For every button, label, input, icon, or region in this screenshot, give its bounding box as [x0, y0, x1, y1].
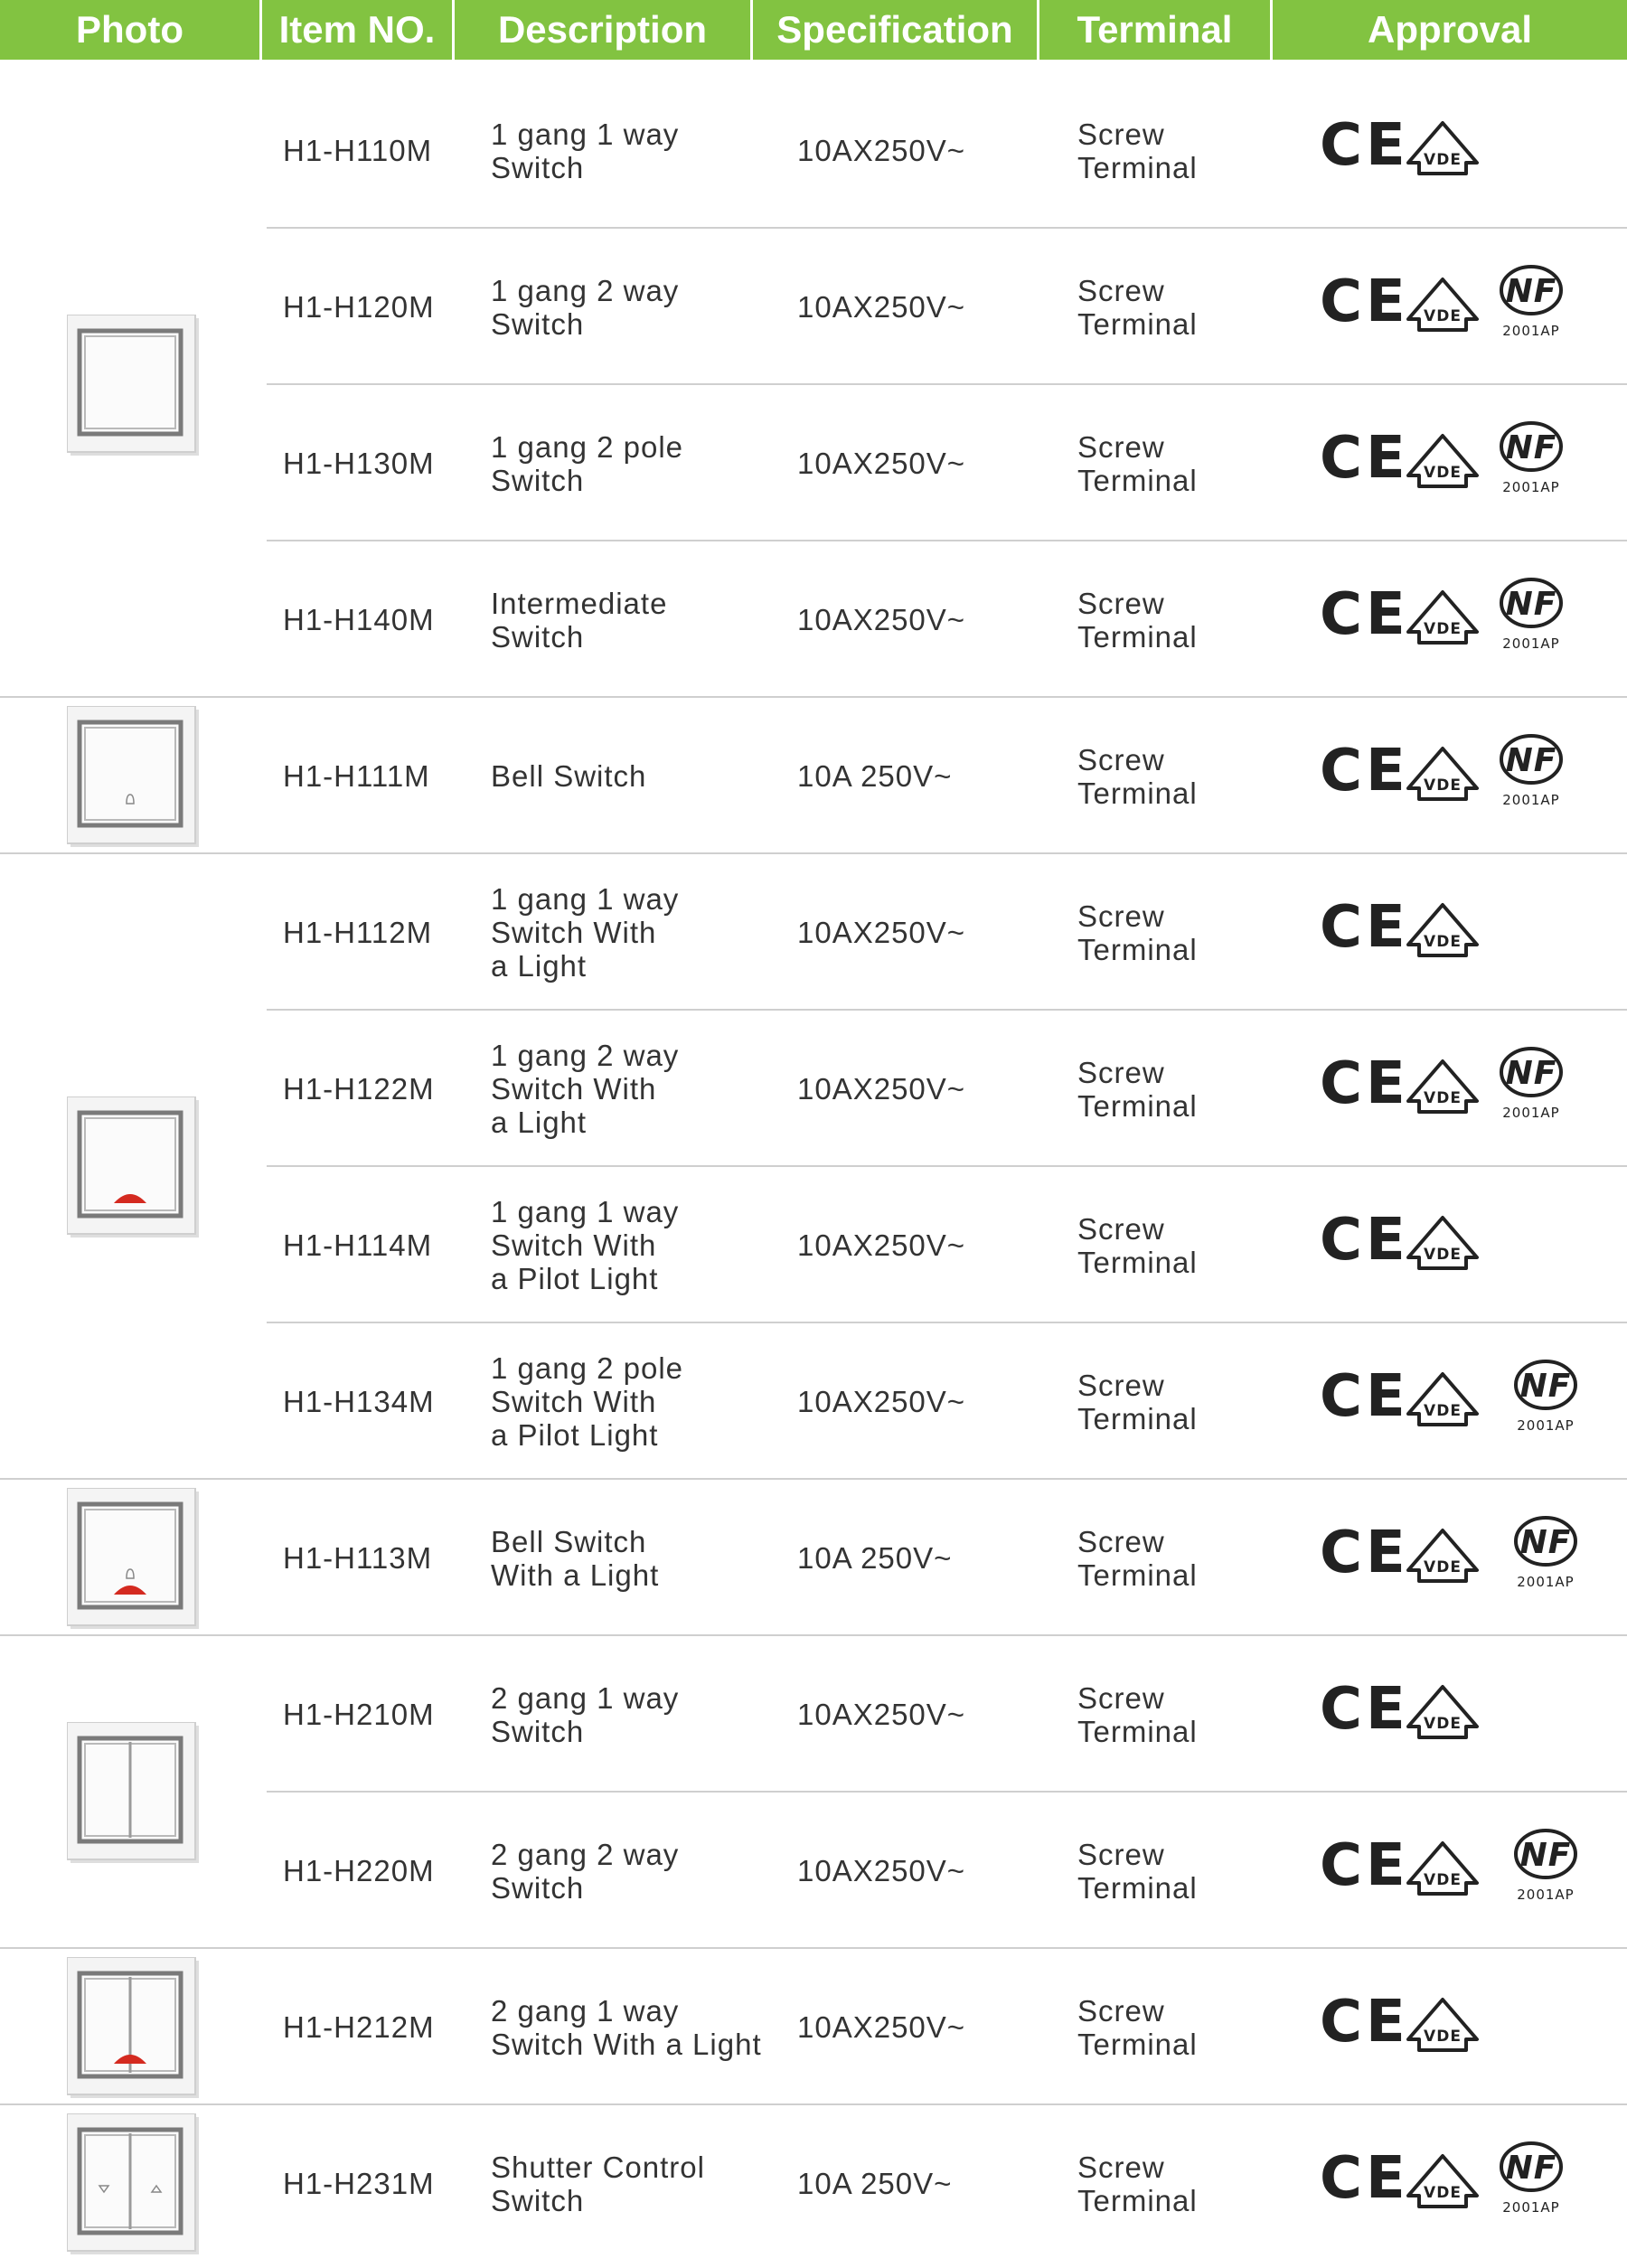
- terminal: [1077, 1636, 1276, 1793]
- approval-marks-graphic: [1320, 229, 1627, 385]
- specification-text: 10AX250V~: [797, 1385, 966, 1418]
- item-number-text: H1-H122M: [283, 1072, 435, 1106]
- table-row: [0, 2105, 1627, 2262]
- approval-marks: [1320, 1636, 1627, 1793]
- item-number-text: H1-H113M: [283, 1541, 433, 1575]
- specification-text: 10AX250V~: [797, 290, 966, 324]
- description-line: Switch With a Light: [491, 2027, 762, 2061]
- product-photo-double: [67, 1722, 202, 1871]
- ce-mark-icon: [1320, 1520, 1409, 1586]
- approval-marks: [1320, 385, 1627, 541]
- svg-text:CE: CE: [1320, 1832, 1409, 1899]
- nf-mark-icon: [1516, 1830, 1575, 1903]
- table-row: [0, 1167, 1627, 1323]
- svg-text:NF: NF: [1505, 742, 1557, 779]
- description: [491, 1949, 780, 2105]
- description-line: a Pilot Light: [491, 1262, 659, 1295]
- terminal-line: Screw: [1077, 1680, 1165, 1715]
- description-line: With a Light: [491, 1557, 660, 1592]
- terminal: [1077, 1949, 1276, 2105]
- svg-text:CE: CE: [1320, 1989, 1409, 2056]
- approval-marks-graphic: [1320, 1323, 1627, 1480]
- ce-mark-icon: [1320, 2145, 1409, 2212]
- item-number-text: H1-H212M: [283, 2010, 435, 2044]
- wall-switch-icon: [67, 1722, 202, 1867]
- header-description: Description: [452, 0, 750, 60]
- nf-mark-icon: [1501, 423, 1561, 495]
- terminal-line: Terminal: [1077, 1714, 1198, 1748]
- item-number-text: H1-H134M: [283, 1385, 435, 1418]
- description: [491, 1480, 780, 1636]
- terminal: [1077, 72, 1276, 229]
- header-terminal: Terminal: [1037, 0, 1270, 60]
- table-row: [0, 1793, 1627, 1949]
- description-line: Intermediate: [491, 586, 668, 620]
- item-number: [283, 229, 482, 385]
- wall-switch-icon: [67, 1957, 202, 2102]
- description: [491, 541, 780, 698]
- item-number-text: H1-H111M: [283, 759, 430, 793]
- specification-text: 10A 250V~: [797, 2167, 953, 2200]
- ce-mark-icon: [1320, 894, 1409, 961]
- vde-mark-icon: [1408, 1061, 1477, 1112]
- ce-mark-icon: [1320, 1832, 1409, 1899]
- nf-mark-icon: [1501, 2143, 1561, 2216]
- product-photo-shutter: [67, 2113, 202, 2263]
- specification: [797, 1011, 1050, 1167]
- svg-text:CE: CE: [1320, 1676, 1409, 1743]
- ce-mark-icon: [1320, 1363, 1409, 1430]
- svg-text:VDE: VDE: [1424, 1246, 1462, 1264]
- item-number: [283, 1167, 482, 1323]
- svg-text:CE: CE: [1320, 425, 1409, 492]
- approval-marks: [1320, 1011, 1627, 1167]
- ce-mark-icon: [1320, 1676, 1409, 1743]
- item-number: [283, 385, 482, 541]
- specification: [797, 1167, 1050, 1323]
- item-number: [283, 1323, 482, 1480]
- terminal-line: Screw: [1077, 117, 1165, 151]
- ce-mark-icon: [1320, 581, 1409, 648]
- specification: [797, 1636, 1050, 1793]
- svg-text:NF: NF: [1519, 1368, 1572, 1405]
- approval-marks-graphic: [1320, 1793, 1627, 1949]
- nf-mark-icon: [1501, 267, 1561, 339]
- approval-marks: [1320, 2105, 1627, 2262]
- specification: [797, 229, 1050, 385]
- product-photo-double-light: [67, 1957, 202, 2106]
- terminal: [1077, 385, 1276, 541]
- terminal-line: Screw: [1077, 429, 1165, 464]
- item-number: [283, 2105, 482, 2262]
- wall-switch-icon: [67, 1096, 202, 1241]
- description-line: Switch With: [491, 916, 657, 949]
- nf-approval-code: 2001AP: [1502, 792, 1560, 808]
- approval-marks-graphic: [1320, 1011, 1627, 1167]
- specification: [797, 1949, 1050, 2105]
- specification: [797, 541, 1050, 698]
- terminal: [1077, 2105, 1276, 2262]
- specification-text: 10AX250V~: [797, 1072, 966, 1106]
- item-number: [283, 1636, 482, 1793]
- ce-mark-icon: [1320, 425, 1409, 492]
- header-approval: Approval: [1270, 0, 1627, 60]
- description-line: Switch: [491, 2183, 585, 2217]
- table-row: [0, 229, 1627, 385]
- description-line: Switch: [491, 463, 585, 497]
- description: [491, 1167, 780, 1323]
- wall-switch-icon: [67, 315, 202, 459]
- nf-mark-icon: [1501, 736, 1561, 808]
- nf-approval-code: 2001AP: [1517, 1887, 1575, 1903]
- product-photo-bell: [67, 706, 202, 855]
- specification: [797, 72, 1050, 229]
- description-line: 1 gang 2 pole: [491, 1351, 684, 1385]
- specification-text: 10AX250V~: [797, 2010, 966, 2044]
- svg-text:NF: NF: [1519, 1837, 1572, 1874]
- description-line: 1 gang 1 way: [491, 882, 680, 916]
- description: [491, 385, 780, 541]
- item-number-text: H1-H220M: [283, 1854, 435, 1887]
- specification-text: 10AX250V~: [797, 603, 966, 636]
- header-photo: Photo: [76, 8, 183, 51]
- svg-text:VDE: VDE: [1424, 776, 1462, 795]
- specification-text: 10A 250V~: [797, 759, 953, 793]
- specification-text: 10AX250V~: [797, 447, 966, 480]
- svg-text:NF: NF: [1505, 429, 1557, 466]
- terminal-line: Terminal: [1077, 932, 1198, 966]
- description-line: 1 gang 2 way: [491, 1039, 680, 1072]
- nf-mark-icon: [1516, 1361, 1575, 1434]
- table-row: [0, 1949, 1627, 2105]
- svg-text:CE: CE: [1320, 581, 1409, 648]
- approval-marks: [1320, 1793, 1627, 1949]
- approval-marks: [1320, 1949, 1627, 2105]
- approval-marks: [1320, 1480, 1627, 1636]
- description-line: Shutter Control: [491, 2150, 705, 2184]
- approval-marks: [1320, 698, 1627, 854]
- nf-approval-code: 2001AP: [1502, 2199, 1560, 2216]
- item-number: [283, 698, 482, 854]
- description-line: 1 gang 2 way: [491, 273, 680, 307]
- terminal: [1077, 229, 1276, 385]
- ce-mark-icon: [1320, 112, 1409, 179]
- svg-text:VDE: VDE: [1424, 2184, 1462, 2202]
- svg-text:CE: CE: [1320, 1363, 1409, 1430]
- table-header: [0, 0, 1627, 60]
- description: [491, 1793, 780, 1949]
- approval-marks-graphic: [1320, 1480, 1627, 1636]
- specification: [797, 1480, 1050, 1636]
- terminal-line: Screw: [1077, 899, 1165, 933]
- item-number-text: H1-H112M: [283, 916, 433, 949]
- vde-mark-icon: [1408, 123, 1477, 174]
- description-line: Bell Switch: [491, 1524, 647, 1558]
- terminal-line: Screw: [1077, 1837, 1165, 1871]
- svg-text:CE: CE: [1320, 738, 1409, 805]
- specification-text: 10AX250V~: [797, 1698, 966, 1731]
- description-line: 1 gang 1 way: [491, 1195, 680, 1228]
- description-line: Switch: [491, 619, 585, 654]
- svg-text:NF: NF: [1505, 2150, 1557, 2187]
- terminal-line: Screw: [1077, 1524, 1165, 1558]
- vde-mark-icon: [1408, 592, 1477, 643]
- terminal: [1077, 541, 1276, 698]
- vde-mark-icon: [1408, 1530, 1477, 1581]
- description-line: Switch With: [491, 1385, 657, 1418]
- nf-approval-code: 2001AP: [1502, 479, 1560, 495]
- table-row: [0, 1323, 1627, 1480]
- nf-approval-code: 2001AP: [1502, 1105, 1560, 1121]
- item-number-text: H1-H231M: [283, 2167, 435, 2200]
- terminal: [1077, 854, 1276, 1011]
- description-line: Switch: [491, 1714, 585, 1748]
- vde-mark-icon: [1408, 1218, 1477, 1268]
- svg-text:VDE: VDE: [1424, 307, 1462, 325]
- description: [491, 2105, 780, 2262]
- product-photo-single-light: [67, 1096, 202, 1246]
- description: [491, 229, 780, 385]
- item-number-text: H1-H140M: [283, 603, 435, 636]
- terminal-line: Terminal: [1077, 1557, 1198, 1592]
- header-specification: Specification: [750, 0, 1037, 60]
- description: [491, 1011, 780, 1167]
- specification-text: 10AX250V~: [797, 134, 966, 167]
- terminal: [1077, 1167, 1276, 1323]
- svg-text:VDE: VDE: [1424, 2028, 1462, 2046]
- approval-marks-graphic: [1320, 541, 1627, 698]
- approval-marks: [1320, 1323, 1627, 1480]
- description: [491, 1323, 780, 1480]
- item-number: [283, 72, 482, 229]
- ce-mark-icon: [1320, 1050, 1409, 1117]
- terminal-line: Screw: [1077, 273, 1165, 307]
- approval-marks-graphic: [1320, 2105, 1627, 2262]
- table-row: [0, 1011, 1627, 1167]
- terminal-line: Terminal: [1077, 1245, 1198, 1279]
- table-row: [0, 1636, 1627, 1793]
- vde-mark-icon: [1408, 436, 1477, 486]
- ce-mark-icon: [1320, 1207, 1409, 1274]
- terminal-line: Terminal: [1077, 619, 1198, 654]
- vde-mark-icon: [1408, 279, 1477, 330]
- description-line: Switch: [491, 150, 585, 184]
- specification: [797, 385, 1050, 541]
- nf-approval-code: 2001AP: [1517, 1417, 1575, 1434]
- table-row: [0, 854, 1627, 1011]
- product-photo-single: [67, 315, 202, 464]
- terminal: [1077, 1793, 1276, 1949]
- item-number: [283, 1949, 482, 2105]
- description: [491, 854, 780, 1011]
- item-number: [283, 1480, 482, 1636]
- terminal-line: Terminal: [1077, 1870, 1198, 1905]
- svg-text:VDE: VDE: [1424, 151, 1462, 169]
- description-line: Switch With: [491, 1072, 657, 1106]
- specification-text: 10AX250V~: [797, 1228, 966, 1262]
- wall-switch-icon: [67, 2113, 202, 2258]
- nf-approval-code: 2001AP: [1502, 323, 1560, 339]
- terminal-line: Screw: [1077, 1211, 1165, 1246]
- nf-approval-code: 2001AP: [1502, 635, 1560, 652]
- approval-marks: [1320, 854, 1627, 1011]
- specification-text: 10AX250V~: [797, 916, 966, 949]
- vde-mark-icon: [1408, 1843, 1477, 1894]
- svg-text:VDE: VDE: [1424, 1715, 1462, 1733]
- svg-text:CE: CE: [1320, 268, 1409, 335]
- svg-text:NF: NF: [1505, 273, 1557, 310]
- svg-text:VDE: VDE: [1424, 1402, 1462, 1420]
- table-row: [0, 72, 1627, 229]
- ce-mark-icon: [1320, 738, 1409, 805]
- svg-text:VDE: VDE: [1424, 1089, 1462, 1107]
- specification-text: 10AX250V~: [797, 1854, 966, 1887]
- terminal-line: Terminal: [1077, 1401, 1198, 1435]
- terminal-line: Terminal: [1077, 776, 1198, 810]
- description-line: 2 gang 1 way: [491, 1993, 680, 2028]
- terminal-line: Screw: [1077, 2150, 1165, 2184]
- description-line: a Light: [491, 1106, 588, 1139]
- description-line: 1 gang 1 way: [491, 117, 680, 151]
- approval-marks-graphic: [1320, 698, 1627, 854]
- terminal-line: Terminal: [1077, 306, 1198, 341]
- terminal-line: Screw: [1077, 1055, 1165, 1089]
- item-number: [283, 541, 482, 698]
- terminal-line: Terminal: [1077, 1088, 1198, 1123]
- item-number-text: H1-H120M: [283, 290, 435, 324]
- svg-text:CE: CE: [1320, 894, 1409, 961]
- table-row: [0, 541, 1627, 698]
- svg-text:NF: NF: [1505, 586, 1557, 623]
- specification: [797, 1323, 1050, 1480]
- vde-mark-icon: [1408, 905, 1477, 955]
- terminal-line: Screw: [1077, 1368, 1165, 1402]
- svg-text:VDE: VDE: [1424, 464, 1462, 482]
- svg-text:CE: CE: [1320, 112, 1409, 179]
- nf-approval-code: 2001AP: [1517, 1574, 1575, 1590]
- terminal: [1077, 1323, 1276, 1480]
- terminal: [1077, 1011, 1276, 1167]
- item-number: [283, 854, 482, 1011]
- terminal-line: Terminal: [1077, 463, 1198, 497]
- terminal-line: Screw: [1077, 742, 1165, 776]
- item-number: [283, 1793, 482, 1949]
- terminal-line: Terminal: [1077, 2027, 1198, 2061]
- ce-mark-icon: [1320, 1989, 1409, 2056]
- svg-text:CE: CE: [1320, 1207, 1409, 1274]
- wall-switch-icon: [67, 1488, 202, 1633]
- terminal-line: Screw: [1077, 1993, 1165, 2028]
- approval-marks: [1320, 72, 1627, 229]
- approval-marks-graphic: [1320, 72, 1627, 229]
- vde-mark-icon: [1408, 2000, 1477, 2050]
- item-number-text: H1-H110M: [283, 134, 433, 167]
- description-line: a Pilot Light: [491, 1418, 659, 1452]
- description-line: Switch: [491, 306, 585, 341]
- specification-text: 10A 250V~: [797, 1541, 953, 1575]
- svg-text:NF: NF: [1519, 1524, 1572, 1561]
- description-line: Switch With: [491, 1228, 657, 1262]
- nf-mark-icon: [1501, 579, 1561, 652]
- item-number: [283, 1011, 482, 1167]
- table-row: [0, 385, 1627, 541]
- terminal-line: Screw: [1077, 586, 1165, 620]
- approval-marks: [1320, 1167, 1627, 1323]
- svg-text:NF: NF: [1505, 1055, 1557, 1092]
- item-number-text: H1-H130M: [283, 447, 435, 480]
- description: [491, 698, 780, 854]
- product-photo-bell-light: [67, 1488, 202, 1637]
- svg-text:VDE: VDE: [1424, 1871, 1462, 1889]
- vde-mark-icon: [1408, 2156, 1477, 2207]
- approval-marks: [1320, 229, 1627, 385]
- terminal: [1077, 1480, 1276, 1636]
- svg-text:CE: CE: [1320, 2145, 1409, 2212]
- description-line: 2 gang 1 way: [491, 1680, 680, 1715]
- nf-mark-icon: [1501, 1049, 1561, 1121]
- specification: [797, 1793, 1050, 1949]
- vde-mark-icon: [1408, 1687, 1477, 1737]
- item-number-text: H1-H114M: [283, 1228, 433, 1262]
- approval-marks-graphic: [1320, 385, 1627, 541]
- specification: [797, 2105, 1050, 2262]
- header-item-no: Item NO.: [259, 0, 452, 60]
- terminal: [1077, 698, 1276, 854]
- table-row: [0, 698, 1627, 854]
- description: [491, 1636, 780, 1793]
- svg-text:VDE: VDE: [1424, 620, 1462, 638]
- nf-mark-icon: [1516, 1518, 1575, 1590]
- specification: [797, 698, 1050, 854]
- approval-marks-graphic: [1320, 854, 1627, 1011]
- svg-text:VDE: VDE: [1424, 933, 1462, 951]
- description-line: a Light: [491, 949, 588, 983]
- description-line: Bell Switch: [491, 759, 647, 793]
- approval-marks: [1320, 541, 1627, 698]
- approval-marks-graphic: [1320, 1636, 1627, 1793]
- ce-mark-icon: [1320, 268, 1409, 335]
- approval-marks-graphic: [1320, 1167, 1627, 1323]
- description-line: Switch: [491, 1870, 585, 1905]
- description-line: 2 gang 2 way: [491, 1837, 680, 1871]
- wall-switch-icon: [67, 706, 202, 851]
- description: [491, 72, 780, 229]
- vde-mark-icon: [1408, 1374, 1477, 1425]
- table-row: [0, 1480, 1627, 1636]
- item-number-text: H1-H210M: [283, 1698, 435, 1731]
- svg-text:CE: CE: [1320, 1050, 1409, 1117]
- approval-marks-graphic: [1320, 1949, 1627, 2105]
- vde-mark-icon: [1408, 748, 1477, 799]
- terminal-line: Terminal: [1077, 2183, 1198, 2217]
- specification: [797, 854, 1050, 1011]
- svg-text:VDE: VDE: [1424, 1558, 1462, 1576]
- description-line: 1 gang 2 pole: [491, 429, 684, 464]
- svg-text:CE: CE: [1320, 1520, 1409, 1586]
- terminal-line: Terminal: [1077, 150, 1198, 184]
